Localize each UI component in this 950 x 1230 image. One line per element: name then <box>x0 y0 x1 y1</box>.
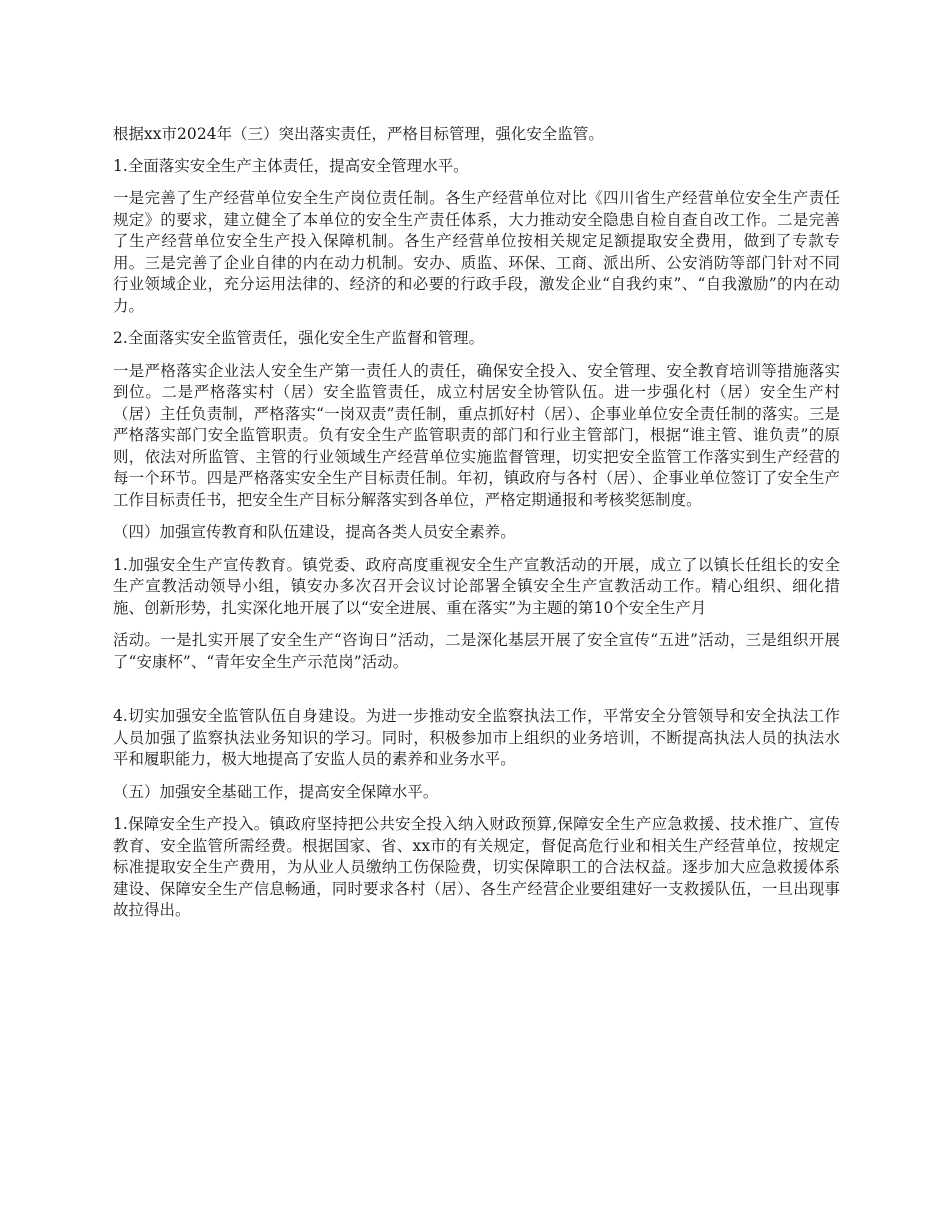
body-paragraph: 一是严格落实企业法人安全生产第一责任人的责任，确保安全投入、安全管理、安全教育培训等措施落实到位。二是严格落实村（居）安全监管责任，成立村居安全协管队伍。进一步强化村（居）安全生产村（居）主任负责制，严格落实“一岗双责”责任制，重点抓好村（居）、企事业单位安全责任制的落实。三是严格落实部门安全监管职责。负有安全生产监管职责的部门和行业主管部门，根据“谁主管、谁负责”的原则，依法对所监管、主管的行业领域生产经营单位实施监督管理，切实把安全监管工作落实到生产经营的每一个环节。四是严格落实安全生产目标责任制。年初，镇政府与各村（居）、企事业单位签订了安全生产工作目标责任书，把安全生产目标分解落实到各单位，严格定期通报和考核奖惩制度。 <box>113 361 840 509</box>
chapter-heading-4: （四）加强宣传教育和队伍建设，提高各类人员安全素养。 <box>113 523 516 541</box>
body-paragraph: 活动。一是扎实开展了安全生产“咨询日”活动，二是深化基层开展了安全宣传“五进”活动，三是组织开展了“安康杯”、“青年安全生产示范岗”活动。 <box>113 631 840 671</box>
chapter-heading-5: （五）加强安全基础工作，提高安全保障水平。 <box>113 782 439 801</box>
body-paragraph: 1.保障安全生产投入。镇政府坚持把公共安全投入纳入财政预算,保障安全生产应急救援、技术推广、宣传教育、安全监管所需经费。根据国家、省、xx市的有关规定，督促高危行业和相关生产经营单位，按规定标准提取安全生产费用，为从业人员缴纳工伤保险费，切实保障职工的合法权益。逐步加大应急救援体系建设、保障安全生产信息畅通，同时要求各村（居）、各生产经营企业要组建好一支救援队伍，一旦出现事故拉得出。 <box>113 815 840 919</box>
section-heading-2: 2.全面落实安全监管责任，强化安全生产监督和管理。 <box>113 329 485 347</box>
body-paragraph: 4.切实加强安全监管队伍自身建设。为进一步推动安全监察执法工作，平常安全分管领导和安全执法工作人员加强了监察执法业务知识的学习。同时，积极参加市上组织的业务培训，不断提高执法人员的执法水平和履职能力，极大地提高了安监人员的素养和业务水平。 <box>113 707 840 768</box>
body-paragraph: 一是完善了生产经营单位安全生产岗位责任制。各生产经营单位对比《四川省生产经营单位安全生产责任规定》的要求，建立健全了本单位的安全生产责任体系，大力推动安全隐患自检自查自改工作。二是完善了生产经营单位安全生产投入保障机制。各生产经营单位按相关规定足额提取安全费用，做到了专款专用。三是完善了企业自律的内在动力机制。安办、质监、环保、工商、派出所、公安消防等部门针对不同行业领域企业，充分运用法律的、经济的和必要的行政手段，激发企业“自我约束”、“自我激励”的内在动力。 <box>113 189 840 315</box>
section-heading-1: 1.全面落实安全生产主体责任，提高安全管理水平。 <box>113 156 469 175</box>
document-page <box>113 124 840 922</box>
body-paragraph: 1.加强安全生产宣传教育。镇党委、政府高度重视安全生产宣教活动的开展，成立了以镇长任组长的安全生产宣教活动领导小组，镇安办多次召开会议讨论部署全镇安全生产宣教活动工作。精心组织、细化措施、创新形势，扎实深化地开展了以“安全进展、重在落实”为主题的第10个安全生产月 <box>113 555 840 617</box>
intro-paragraph: 根据xx市2024年（三）突出落实责任，严格目标管理，强化安全监管。 <box>113 125 604 143</box>
